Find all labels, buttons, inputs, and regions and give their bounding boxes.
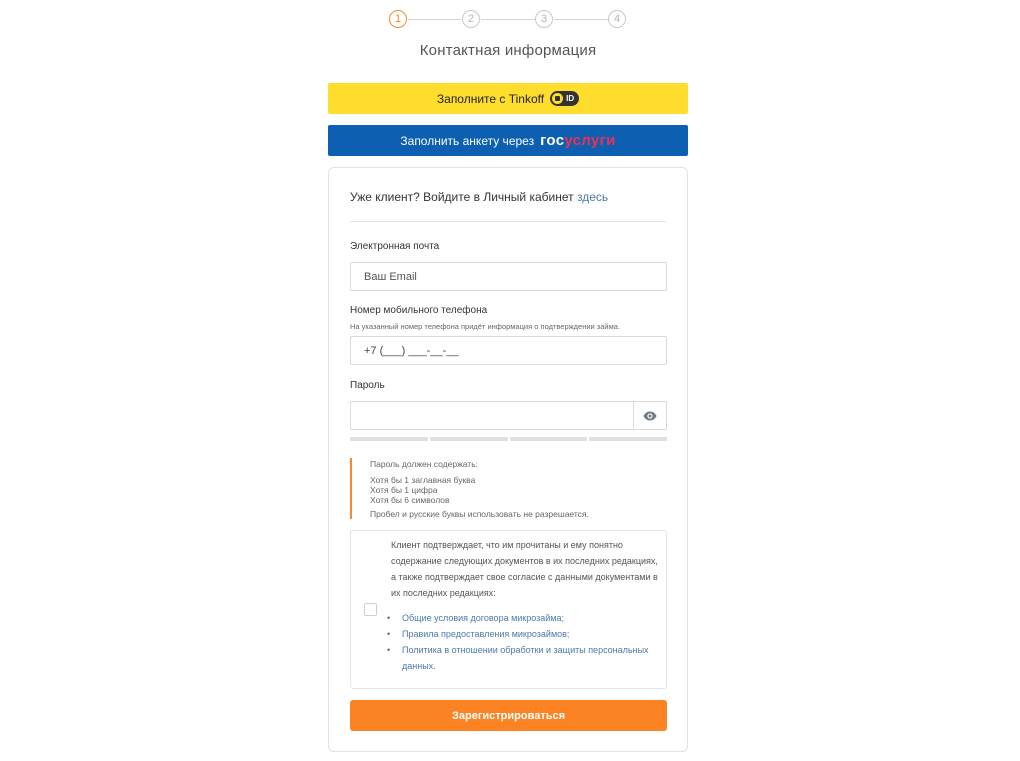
step-1-indicator: 1 bbox=[389, 10, 407, 28]
consent-text: Клиент подтверждает, что им прочитаны и ему понятно содержание следующих документов в их последних редакциях, а также подтверждает свое согласие с данными документами в их последних редакциях: bbox=[391, 540, 658, 598]
step-4-indicator: 4 bbox=[608, 10, 626, 28]
gosuslugi-button-label: Заполнить анкету через bbox=[400, 133, 535, 148]
password-strength-meter bbox=[350, 437, 667, 441]
tinkoff-id-badge bbox=[550, 91, 579, 106]
fill-via-gosuslugi-button[interactable] bbox=[328, 125, 688, 156]
tinkoff-id-badge-text: ID bbox=[566, 94, 575, 103]
login-prompt-text: Уже клиент? Войдите в Личный кабинет bbox=[350, 190, 574, 204]
consent-documents-list bbox=[387, 610, 659, 674]
phone-input[interactable] bbox=[350, 336, 667, 365]
email-input[interactable] bbox=[350, 262, 667, 291]
gosuslugi-logo bbox=[540, 132, 616, 149]
document-link-general-terms[interactable]: Общие условия договора микрозайма; bbox=[402, 613, 564, 623]
phone-hint: На указанный номер телефона придёт информация о подтверждении займа. bbox=[350, 322, 621, 331]
progress-stepper bbox=[389, 10, 629, 30]
strength-segment bbox=[510, 437, 588, 441]
password-rules-heading: Пароль должен содержать: bbox=[370, 459, 478, 469]
list-item bbox=[387, 642, 659, 674]
login-prompt bbox=[350, 190, 608, 204]
password-rule-item: Хотя бы 6 символов bbox=[370, 495, 450, 505]
login-link[interactable]: здесь bbox=[576, 190, 609, 204]
fill-with-tinkoff-button[interactable] bbox=[328, 83, 688, 114]
gosuslugi-logo-part2: услуги bbox=[564, 132, 616, 149]
consent-checkbox[interactable] bbox=[364, 603, 377, 616]
password-rule-item: Хотя бы 1 цифра bbox=[370, 485, 438, 495]
strength-segment bbox=[430, 437, 508, 441]
password-label: Пароль bbox=[350, 380, 385, 391]
consent-block bbox=[350, 530, 667, 689]
password-rule-item: Хотя бы 1 заглавная буква bbox=[370, 475, 476, 485]
document-link-loan-rules[interactable]: Правила предоставления микрозаймов; bbox=[402, 629, 570, 639]
divider bbox=[350, 221, 666, 222]
step-connector bbox=[408, 19, 461, 20]
step-connector bbox=[481, 19, 535, 20]
gosuslugi-logo-part1: гос bbox=[540, 132, 565, 149]
list-item bbox=[387, 626, 659, 642]
password-requirements bbox=[350, 458, 667, 519]
password-rules-footer: Пробел и русские буквы использовать не разрешается. bbox=[370, 509, 589, 519]
phone-label: Номер мобильного телефона bbox=[350, 305, 488, 316]
document-link-privacy-policy[interactable]: Политика в отношении обработки и защиты персональных данных. bbox=[402, 645, 649, 671]
list-item bbox=[387, 610, 659, 626]
step-3-indicator: 3 bbox=[535, 10, 553, 28]
tinkoff-button-label: Заполните с Tinkoff bbox=[436, 91, 545, 106]
step-2-indicator: 2 bbox=[462, 10, 480, 28]
step-title: Контактная информация bbox=[419, 42, 597, 59]
password-input[interactable] bbox=[350, 401, 633, 430]
registration-form-card bbox=[328, 167, 688, 752]
register-button[interactable]: Зарегистрироваться bbox=[350, 700, 667, 731]
toggle-password-visibility-button[interactable] bbox=[633, 401, 667, 430]
step-connector bbox=[554, 19, 608, 20]
strength-segment bbox=[589, 437, 667, 441]
eye-icon bbox=[643, 411, 657, 421]
strength-segment bbox=[350, 437, 428, 441]
tinkoff-shield-icon bbox=[552, 93, 563, 104]
email-label: Электронная почта bbox=[350, 241, 440, 252]
password-rules-list bbox=[370, 475, 475, 505]
password-field-group bbox=[350, 401, 667, 430]
